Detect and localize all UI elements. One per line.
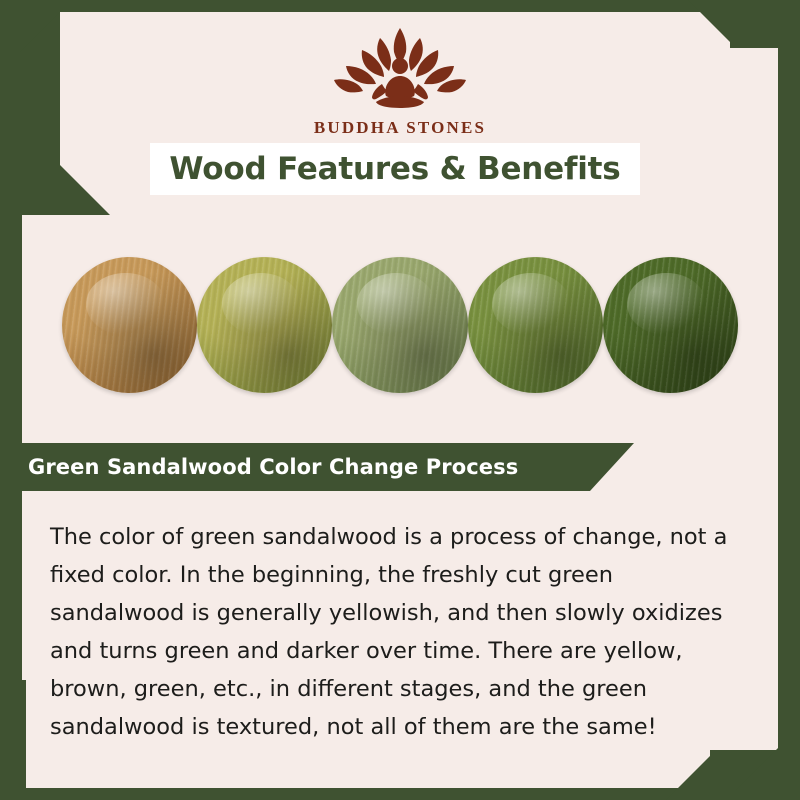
- bead-stage-5: [603, 257, 738, 393]
- sheet-cut-bottom-right: [736, 746, 780, 790]
- sheet-cut-top-left: [20, 10, 62, 52]
- frame-corner-bottom-right-slant: [666, 756, 710, 800]
- body-paragraph: The color of green sandalwood is a process of change, not a fixed color. In the beginning, the freshly cut green sandalwood is generally yellowish, and then slowly oxidizes and turns green and darker over time. There are yellow, brown, green, etc., in different stages, and the green sandalwood is textured, not all of them are the same!: [50, 524, 728, 740]
- bead-shadow: [603, 257, 738, 393]
- bead-stage-1: [62, 257, 197, 393]
- bead-shadow: [468, 257, 603, 393]
- brand-logo: [0, 22, 800, 138]
- lotus-meditation-figure-icon: [316, 22, 484, 114]
- bead-shadow: [197, 257, 332, 393]
- section-ribbon-slant: [590, 443, 634, 491]
- section-ribbon: [0, 443, 590, 491]
- bead-row: [40, 252, 760, 397]
- frame-top-band: [0, 0, 800, 12]
- bead-stage-3: [332, 257, 467, 393]
- frame-corner-top-left-slant: [60, 165, 110, 215]
- bead-stage-2: [197, 257, 332, 393]
- title-band: [150, 143, 640, 195]
- frame-corner-bottom-left: [0, 680, 26, 800]
- section-subtitle: Green Sandalwood Color Change Process: [28, 455, 519, 479]
- brand-name: BUDDHA STONES: [313, 118, 487, 137]
- page-title: Wood Features & Benefits: [169, 151, 621, 187]
- bead-shadow: [332, 257, 467, 393]
- bead-stage-4: [468, 257, 603, 393]
- bead-shadow: [62, 257, 197, 393]
